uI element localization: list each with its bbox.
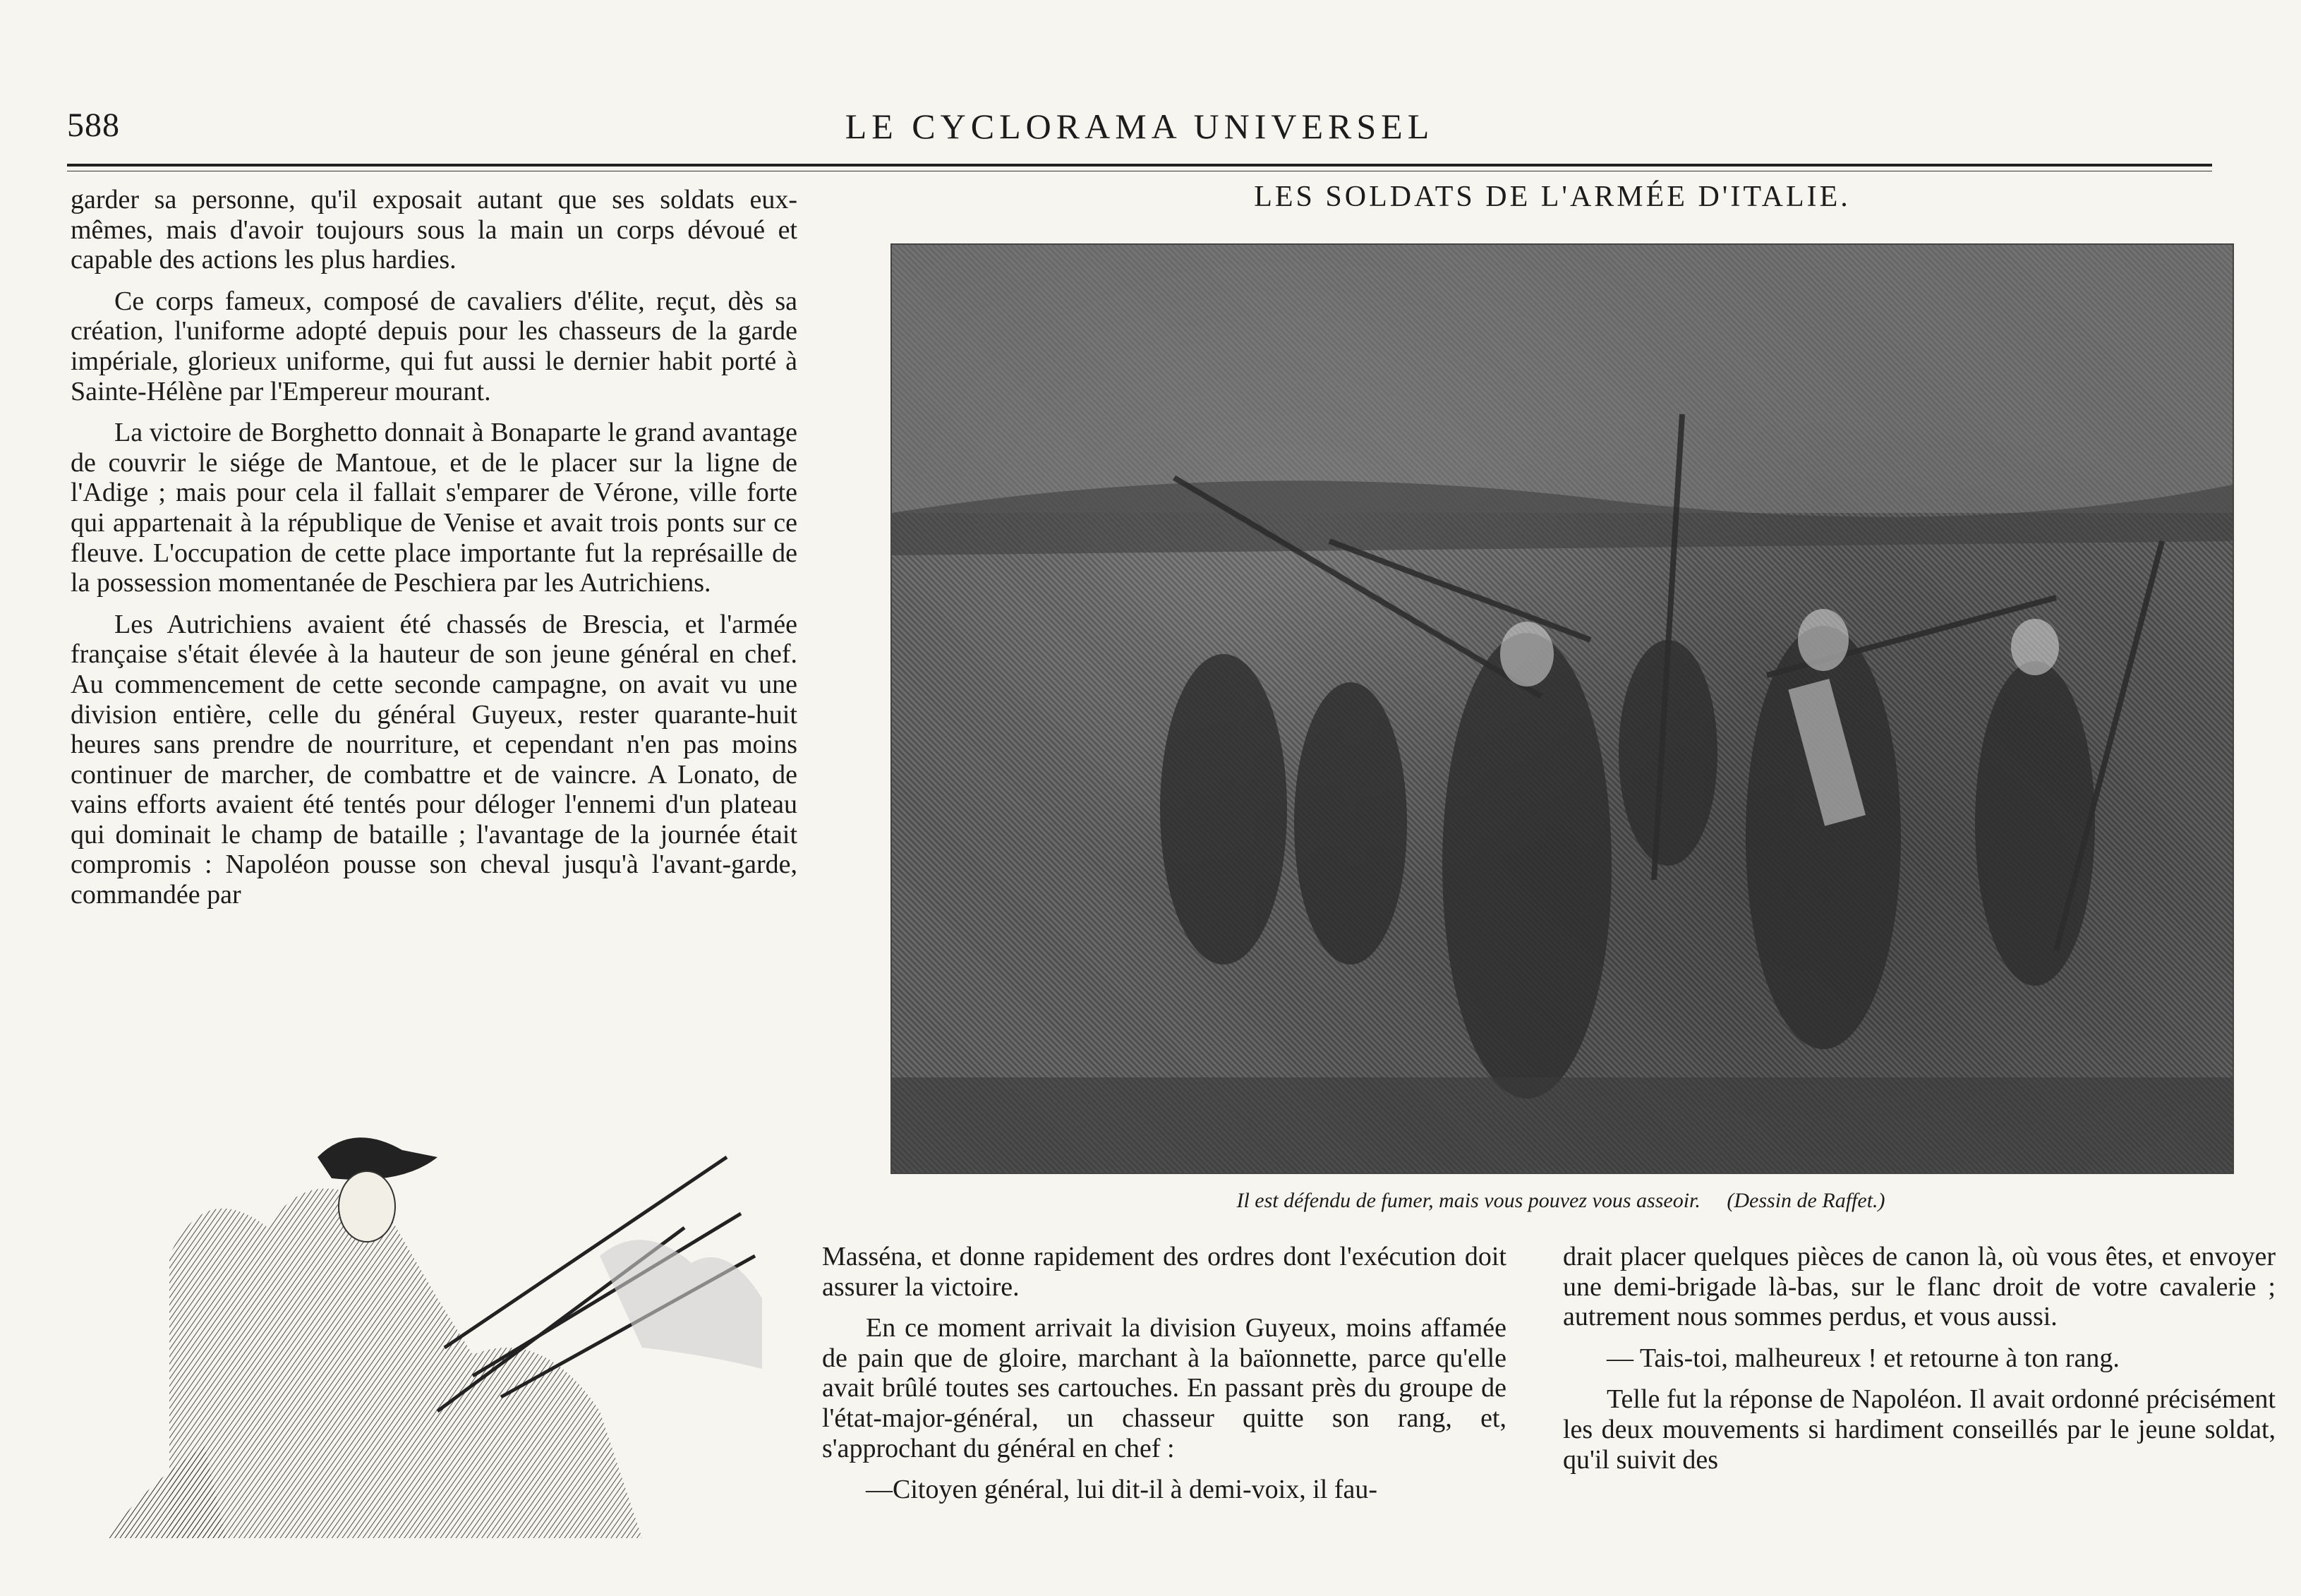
paragraph: Telle fut la réponse de Napoléon. Il avait ordonné précisément les deux mouvements si hardiment conseillés par le jeune soldat, qu'il suivit des (1563, 1384, 2276, 1475)
paragraph: garder sa personne, qu'il exposait autant que ses soldats eux-mêmes, mais d'avoir toujours sous la main un corps dévoué et capable des actions les plus hardies. (71, 185, 797, 275)
header-rule (67, 164, 2212, 167)
paragraph: Masséna, et donne rapidement des ordres dont l'exécution doit assurer la victoire. (822, 1242, 1506, 1302)
paragraph: La victoire de Borghetto donnait à Bonaparte le grand avantage de couvrir le siége de Mantoue, et de le placer sur la ligne de l'Adige ; mais pour cela il fallait s'emparer de Vérone, ville forte qui appartenait à la république de Venise et avait trois ponts sur ce fleuve. L'occupation de cette place importante fut la représaille de la possession momentanée de Peschiera par les Autrichiens. (71, 418, 797, 598)
running-title: LE CYCLORAMA UNIVERSEL (845, 107, 1435, 146)
paragraph: En ce moment arrivait la division Guyeux, moins affamée de pain que de gloire, marchant à la baïonnette, parce qu'elle avait brûlé toutes ses cartouches. En passant près du groupe de l'état-major-général, un chasseur quitte son rang, et, s'approchant du général en chef : (822, 1313, 1506, 1463)
right-column (1563, 1242, 2276, 1486)
paragraph: Les Autrichiens avaient été chassés de Brescia, et l'armée française s'était élevée à la hauteur de son jeune général en chef. Au commencement de cette seconde campagne, on avait vu une division entière, celle du général Guyeux, rester quarante-huit heures sans prendre de nourriture, et cependant n'en pas moins continuer de marcher, de combattre et de vaincre. A Lonato, de vains efforts avaient été tentés pour déloger l'ennemi d'un plateau qui dominait le champ de bataille ; l'avantage de la journée était compromis : Napoléon pousse son cheval jusqu'à l'avant-garde, commandée par (71, 609, 797, 910)
caption-text: Il est défendu de fumer, mais vous pouvez vous asseoir. (1236, 1189, 1701, 1212)
engraving-plate (890, 243, 2234, 1174)
napoleon-vignette (106, 1115, 776, 1538)
paragraph: —Citoyen général, lui dit-il à demi-voix, il fau- (866, 1475, 1377, 1505)
paragraph: — Tais-toi, malheureux ! et retourne à ton rang. (1607, 1343, 2120, 1373)
engraving-image (892, 245, 2233, 1173)
page-number: 588 (67, 107, 120, 144)
plate-caption (890, 1189, 2231, 1213)
vignette-image (106, 1115, 776, 1538)
plate-title: LES SOLDATS DE L'ARMÉE D'ITALIE. (1254, 181, 1851, 213)
paragraph: drait placer quelques pièces de canon là, où vous êtes, et envoyer une demi-brigade là-bas, sur le flanc droit de votre cavalerie ; autrement nous sommes perdus, et vous aussi. (1563, 1242, 2276, 1332)
caption-credit: (Dessin de Raffet.) (1727, 1189, 1885, 1212)
paragraph: Ce corps fameux, composé de cavaliers d'élite, reçut, dès sa création, l'uniforme adopté depuis pour les chasseurs de la garde impériale, glorieux uniforme, qui fut aussi le dernier habit porté à Sainte-Hélène par l'Empereur mourant. (71, 286, 797, 406)
middle-column (822, 1242, 1506, 1516)
page-header (67, 106, 2212, 155)
left-column (71, 185, 797, 921)
